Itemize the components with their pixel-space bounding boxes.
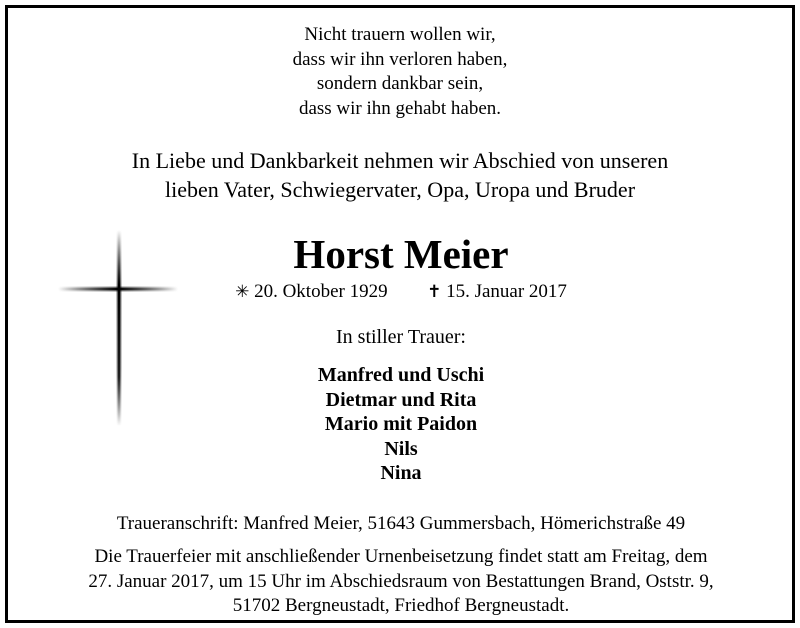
intro-text (8, 146, 792, 204)
death-date: 15. Januar 2017 (446, 281, 567, 302)
poem-line: dass wir ihn verloren haben, (292, 48, 508, 70)
family-list (8, 363, 794, 486)
death-cross-icon: ✝ (427, 282, 442, 302)
ceremony-line: 51702 Bergneustadt, Friedhof Bergneustadt. (232, 595, 570, 616)
family-member: Nina (380, 462, 422, 484)
family-member: Mario mit Paidon (324, 413, 478, 435)
birth-star-icon: ✳ (235, 282, 250, 302)
mourning-heading: In stiller Trauer: (336, 326, 466, 348)
ceremony-line: 27. Januar 2017, um 15 Uhr im Abschiedsraum von Bestattungen Brand, Oststr. 9, (88, 570, 714, 592)
obituary-frame (5, 5, 795, 623)
life-dates (8, 279, 794, 305)
ceremony-info (8, 545, 794, 619)
deceased-name: Horst Meier (293, 231, 509, 277)
mourning-address: Traueranschrift: Manfred Meier, 51643 Gummersbach, Hömerichstraße 49 (116, 513, 686, 534)
poem-line: Nicht trauern wollen wir, (304, 24, 496, 45)
family-member: Manfred und Uschi (317, 364, 485, 386)
birth-date: 20. Oktober 1929 (254, 281, 388, 302)
intro-line: lieben Vater, Schwiegervater, Opa, Uropa und Bruder (164, 177, 636, 202)
ceremony-line: Die Trauerfeier mit anschließender Urnenbeisetzung findet statt am Freitag, dem (94, 546, 708, 567)
family-member: Dietmar und Rita (325, 388, 477, 411)
family-member: Nils (384, 437, 418, 460)
poem-line: sondern dankbar sein, (316, 73, 484, 94)
poem (8, 23, 792, 121)
intro-line: In Liebe und Dankbarkeit nehmen wir Abschied von unseren (131, 148, 669, 173)
poem-line: dass wir ihn gehabt haben. (298, 97, 502, 119)
